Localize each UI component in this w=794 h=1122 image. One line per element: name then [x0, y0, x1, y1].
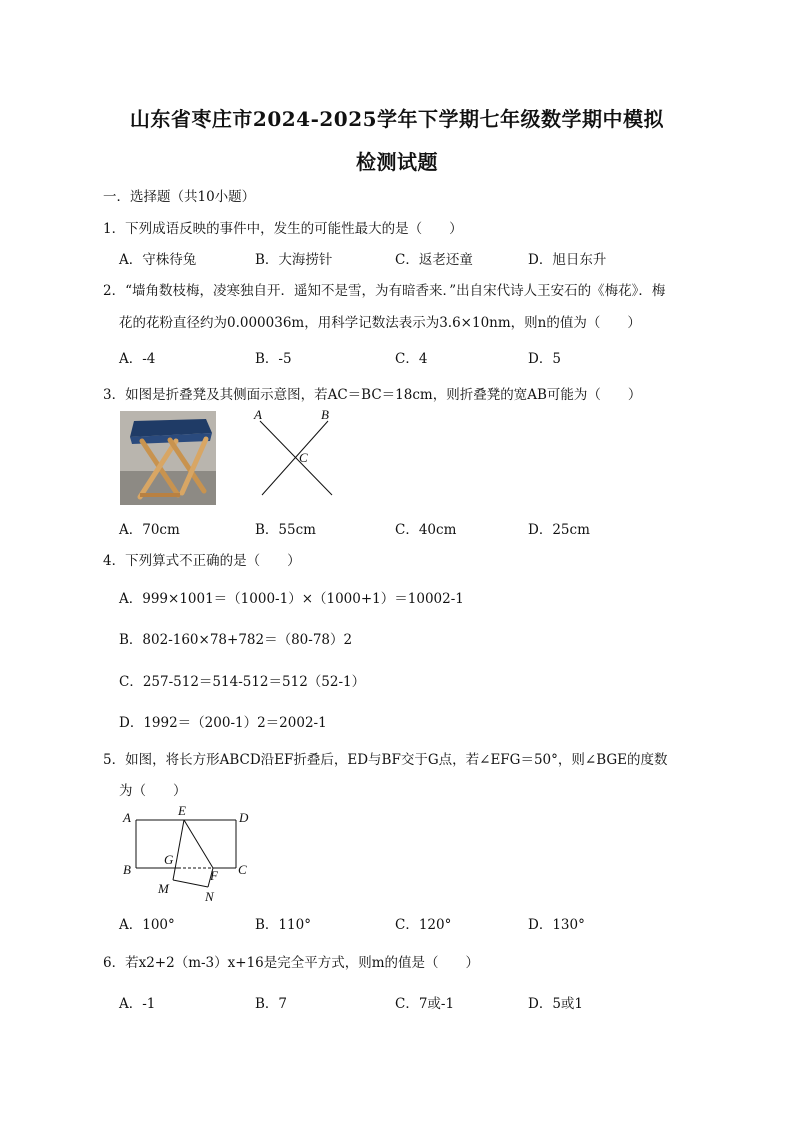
label-f: F	[210, 868, 218, 883]
q2-option-b: B．-5	[255, 351, 292, 367]
q5-stem-line2: 为（ ）	[119, 783, 187, 799]
label-g: G	[164, 852, 174, 867]
q1-option-b: B．大海捞针	[255, 252, 333, 268]
label-c: C	[299, 450, 308, 465]
label-e: E	[178, 803, 186, 818]
q3-option-a: A．70cm	[119, 522, 180, 538]
q5-option-c: C．120°	[395, 917, 452, 933]
label-b: B	[123, 862, 131, 877]
stool-side-line-2	[262, 421, 328, 495]
q6-stem: 6．若x2+2（m-3）x+16是完全平方式，则m的值是（ ）	[103, 955, 480, 971]
q1-option-c: C．返老还童	[395, 252, 473, 268]
q4-option-d: D．1992＝（200-1）2＝2002-1	[119, 715, 327, 731]
q5-option-b: B．110°	[255, 917, 311, 933]
section-heading: 一．选择题（共10小题）	[103, 189, 256, 205]
q6-option-d: D．5或1	[528, 996, 584, 1012]
q5-stem-line1: 5．如图，将长方形ABCD沿EF折叠后，ED与BF交于G点，若∠EFG＝50°，则∠BGE的度数	[103, 752, 668, 768]
label-a: A	[254, 407, 262, 422]
q2-option-d: D．5	[528, 351, 561, 367]
exam-title-line2: 检测试题	[356, 150, 438, 174]
folded-edge-mn	[173, 880, 208, 887]
q3-option-c: C．40cm	[395, 522, 457, 538]
q6-option-a: A．-1	[119, 996, 156, 1012]
folded-edge-em	[173, 820, 184, 880]
label-a: A	[123, 810, 131, 825]
q4-option-b: B．802-160×78+782＝（80-78）2	[119, 632, 353, 648]
q4-option-c: C．257-512＝514-512＝512（52-1）	[119, 674, 366, 690]
q5-option-a: A．100°	[119, 917, 175, 933]
exam-title-line1: 山东省枣庄市2024-2025学年下学期七年级数学期中模拟	[129, 107, 665, 131]
label-n: N	[205, 889, 214, 904]
q1-stem: 1．下列成语反映的事件中，发生的可能性最大的是（ ）	[103, 221, 463, 237]
q3-side-view-diagram	[250, 403, 340, 499]
fold-line-ef	[184, 820, 213, 868]
q1-option-d: D．旭日东升	[528, 252, 607, 268]
stool-side-line-1	[260, 421, 332, 495]
q3-stem: 3．如图是折叠凳及其侧面示意图，若AC＝BC＝18cm，则折叠凳的宽AB可能为（ ）	[103, 387, 642, 403]
label-c: C	[238, 862, 247, 877]
label-d: D	[239, 810, 249, 825]
label-b: B	[321, 407, 329, 422]
q4-stem: 4．下列算式不正确的是（ ）	[103, 553, 301, 569]
q3-option-d: D．25cm	[528, 522, 590, 538]
q6-option-b: B．7	[255, 996, 288, 1012]
q4-option-a: A．999×1001＝（1000-1）×（1000+1）＝10002-1	[119, 591, 464, 607]
q1-option-a: A．守株待兔	[119, 252, 197, 268]
label-m: M	[158, 881, 169, 896]
q5-option-d: D．130°	[528, 917, 585, 933]
q2-option-a: A．-4	[119, 351, 156, 367]
q2-stem-line2: 花的花粉直径约为0.000036m，用科学记数法表示为3.6×10nm，则n的值为（ ）	[119, 315, 641, 331]
q5-fold-diagram	[118, 800, 258, 906]
q2-option-c: C．4	[395, 351, 428, 367]
q2-stem-line1: 2．“墙角数枝梅，凌寒独自开．遥知不是雪，为有暗香来．”出自宋代诗人王安石的《梅花》．梅	[103, 283, 666, 299]
q3-option-b: B．55cm	[255, 522, 316, 538]
folding-stool-photo	[120, 411, 216, 505]
q6-option-c: C．7或-1	[395, 996, 455, 1012]
